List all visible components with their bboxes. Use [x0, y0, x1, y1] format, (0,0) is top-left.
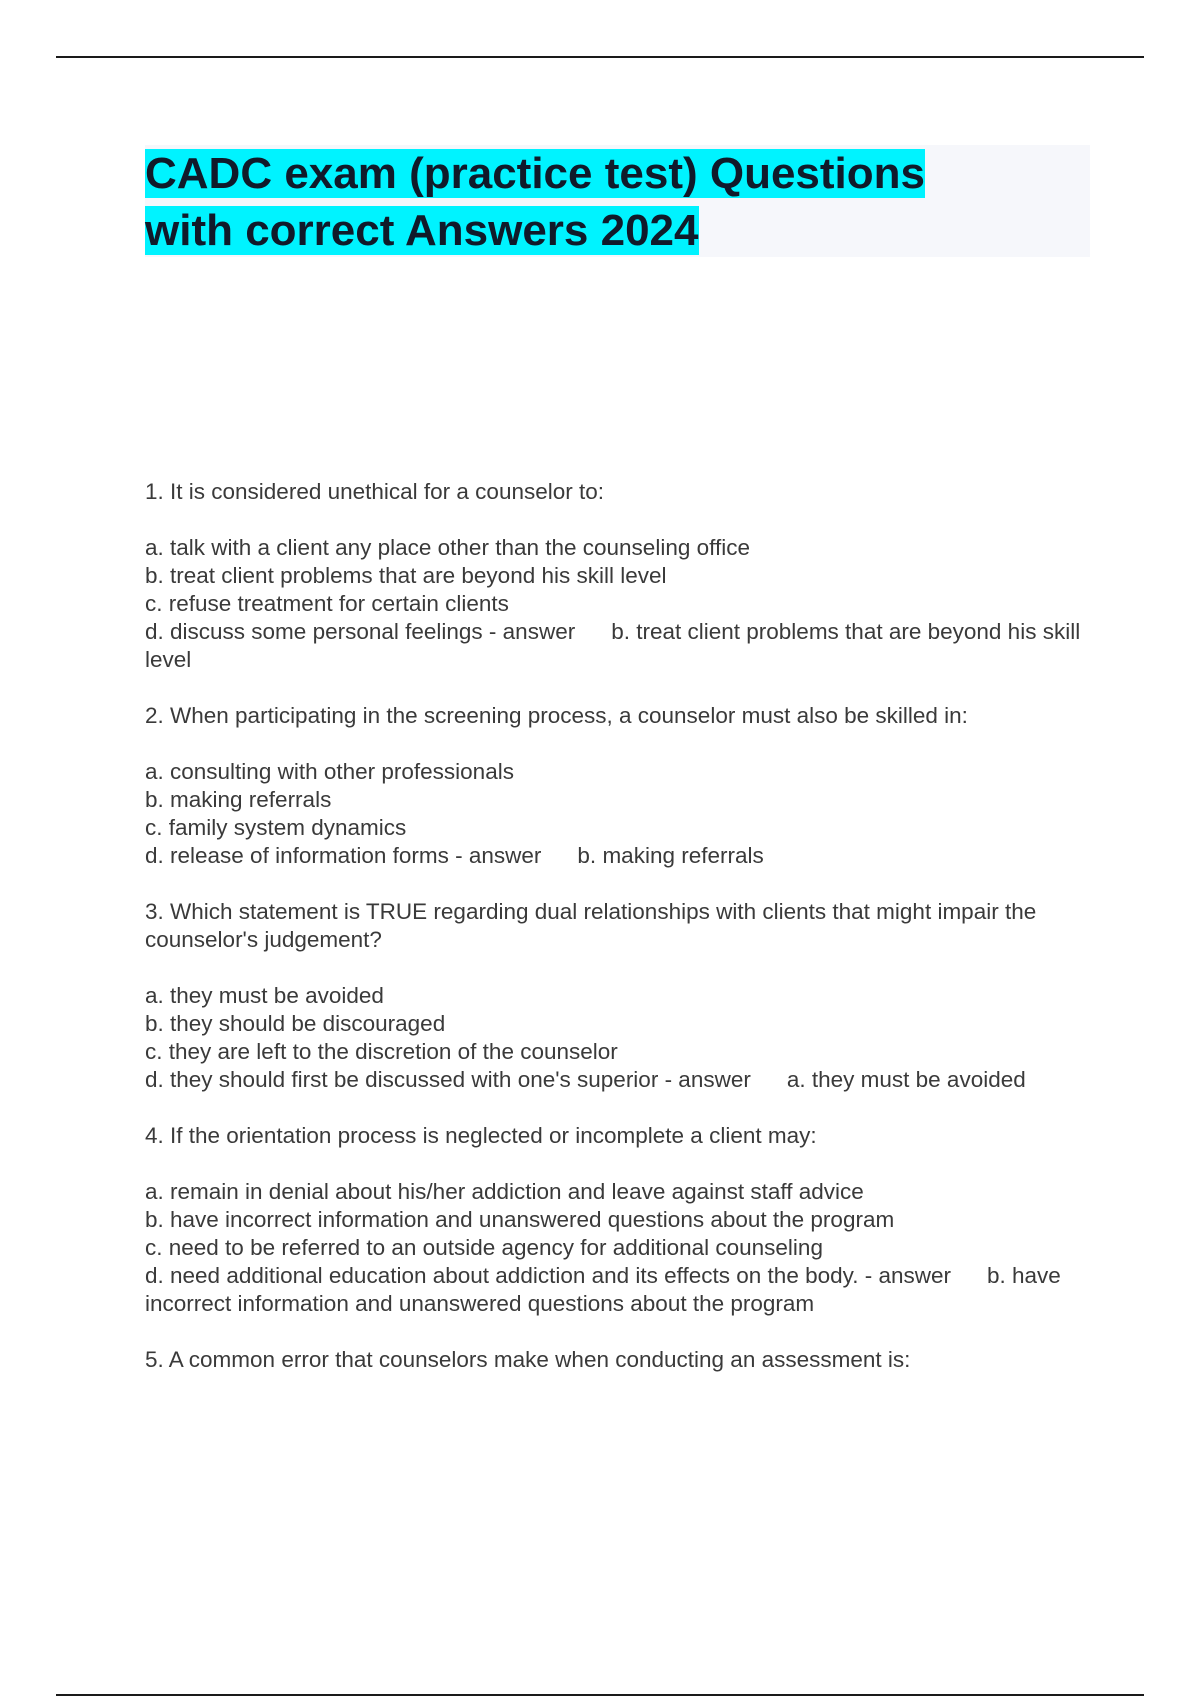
question-stem: 3. Which statement is TRUE regarding dual relationships with clients that might impair the counselor's judgement? [145, 899, 1037, 952]
option-d: d. release of information forms - answer [145, 843, 542, 868]
question-3 [145, 898, 1085, 1094]
option-d-with-answer [145, 842, 1085, 870]
option-a: a. consulting with other professionals [145, 759, 514, 784]
question-2 [145, 702, 1085, 870]
option-b: b. making referrals [145, 787, 332, 812]
document-title [145, 145, 1025, 259]
option-c: c. they are left to the discretion of the counselor [145, 1039, 618, 1064]
correct-answer: b. making referrals [577, 843, 764, 868]
question-list [145, 478, 1085, 1402]
option-a: a. remain in denial about his/her addiction and leave against staff advice [145, 1179, 864, 1204]
option-b: b. they should be discouraged [145, 1011, 446, 1036]
option-d-with-answer [145, 1262, 1085, 1318]
question-stem: 5. A common error that counselors make when conducting an assessment is: [145, 1347, 911, 1372]
option-c: c. family system dynamics [145, 815, 407, 840]
option-c: c. need to be referred to an outside agency for additional counseling [145, 1235, 823, 1260]
option-a: a. talk with a client any place other than the counseling office [145, 535, 750, 560]
option-d: d. need additional education about addiction and its effects on the body. - answer [145, 1263, 951, 1288]
option-b: b. have incorrect information and unanswered questions about the program [145, 1207, 895, 1232]
option-b: b. treat client problems that are beyond his skill level [145, 563, 667, 588]
correct-answer: a. they must be avoided [786, 1067, 1026, 1092]
question-5 [145, 1346, 1085, 1374]
question-1 [145, 478, 1085, 674]
header-rule [56, 56, 1144, 58]
question-stem: 4. If the orientation process is neglected or incomplete a client may: [145, 1123, 817, 1148]
title-highlight: CADC exam (practice test) Questions with correct Answers 2024 [145, 149, 925, 255]
title-block [145, 145, 1090, 257]
correct-answer: b. treat client problems that are beyond his skill level [145, 619, 1081, 672]
footer-rule [56, 1694, 1144, 1696]
question-stem: 1. It is considered unethical for a counselor to: [145, 479, 605, 504]
correct-answer: b. have incorrect information and unanswered questions about the program [145, 1263, 1061, 1316]
option-a: a. they must be avoided [145, 983, 384, 1008]
question-4 [145, 1122, 1085, 1318]
option-d: d. they should first be discussed with one's superior - answer [145, 1067, 751, 1092]
option-d: d. discuss some personal feelings - answer [145, 619, 576, 644]
option-c: c. refuse treatment for certain clients [145, 591, 509, 616]
option-d-with-answer [145, 1066, 1085, 1094]
question-stem: 2. When participating in the screening process, a counselor must also be skilled in: [145, 703, 968, 728]
option-d-with-answer [145, 618, 1085, 674]
